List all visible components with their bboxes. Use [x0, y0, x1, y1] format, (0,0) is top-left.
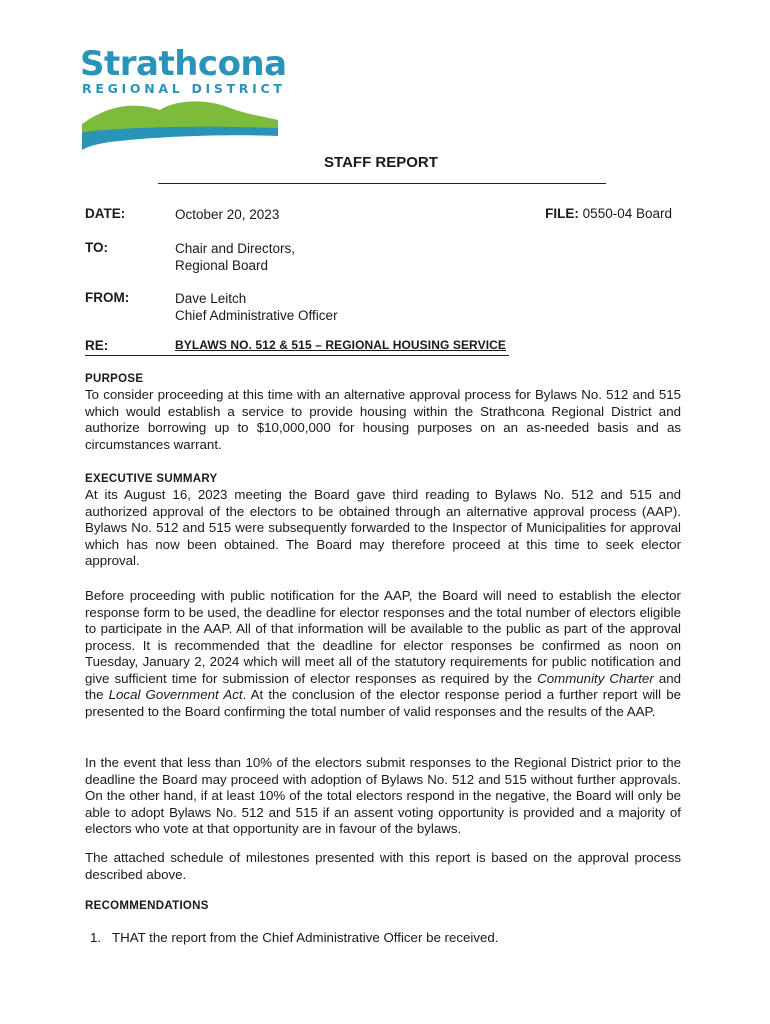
landscape-logo-icon [80, 98, 280, 150]
executive-summary-para-4: The attached schedule of milestones presented with this report is based on the approval process described above. [85, 850, 681, 882]
re-label: RE: [85, 338, 109, 353]
para-2-text-c: . At the conclusion of the elector response period a further report will be presented to the Board confirming the total number of valid responses and the results of the AAP. [85, 687, 682, 719]
file-label: FILE: [545, 206, 579, 221]
local-government-act-ref: Local Government Act [108, 687, 243, 702]
from-label: FROM: [85, 290, 130, 305]
date-label: DATE: [85, 206, 126, 221]
file-reference [545, 206, 672, 221]
executive-summary-para-3: In the event that less than 10% of the electors submit responses to the Regional District prior to the deadline the Board may proceed with adoption of Bylaws No. 512 and 515 without further approvals. On the other hand, if at least 10% of the total electors respond in the negative, the Board will only be able to adopt Bylaws No. 512 and 515 if an assent voting opportunity is provided and a majority of electors who vote at that opportunity are in favour of the bylaws. [85, 755, 681, 836]
file-value: 0550-04 Board [582, 206, 672, 221]
logo-subtitle: REGIONAL DISTRICT [82, 81, 286, 96]
recommendation-item [90, 930, 499, 945]
logo-name: Strathcona [80, 44, 287, 84]
executive-summary-para-2 [85, 588, 681, 720]
recommendation-number: 1. [90, 930, 102, 945]
re-divider [85, 355, 509, 356]
executive-summary-para-1: At its August 16, 2023 meeting the Board gave third reading to Bylaws No. 512 and 515 and authorized approval of the electors to be obtained through an alternative approval process (AAP). Bylaws No. 512 and 515 were subsequently forwarded to the Inspector of Municipalities for approval which has now been obtained. The Board may therefore proceed at this time to seek elector approval. [85, 487, 681, 568]
re-subject: BYLAWS NO. 512 & 515 – REGIONAL HOUSING SERVICE [175, 338, 507, 352]
strathcona-logo [80, 44, 290, 160]
report-title: STAFF REPORT [324, 154, 438, 171]
para-2-text-b: and the [85, 670, 682, 702]
to-value [175, 240, 295, 274]
executive-summary-heading: EXECUTIVE SUMMARY [85, 473, 218, 485]
date-value: October 20, 2023 [175, 207, 280, 222]
to-label: TO: [85, 240, 108, 255]
to-line-2: Regional Board [175, 258, 269, 273]
to-line-1: Chair and Directors, [175, 241, 296, 256]
purpose-text: To consider proceeding at this time with an alternative approval process for Bylaws No. 512 and 515 which would establish a service to provide housing within the Strathcona Regional District and authorize borrowing up to $10,000,000 for housing purposes on an as-needed basis and as circumstances warrant. [85, 387, 681, 452]
community-charter-ref: Community Charter [537, 670, 654, 686]
purpose-heading: PURPOSE [85, 373, 144, 385]
recommendation-text: THAT the report from the Chief Administrative Officer be received. [112, 930, 499, 945]
logo-water-shape [82, 127, 278, 150]
from-line-2: Chief Administrative Officer [175, 308, 338, 323]
para-2-text-a: Before proceeding with public notification for the AAP, the Board will need to establish the elector response form to be used, the deadline for elector responses and the total number of electors eligible to participate in the AAP. All of that information will be available to the public as part of the approval process. It is recommended that the deadline for elector responses be confirmed as noon on Tuesday, January 2, 2024 which will meet all of the statutory requirements for public notification and give sufficient time for submission of elector responses as required by the [85, 588, 681, 686]
title-divider [158, 183, 606, 184]
from-value [175, 290, 338, 324]
from-line-1: Dave Leitch [175, 291, 247, 306]
recommendations-heading: RECOMMENDATIONS [85, 900, 209, 912]
